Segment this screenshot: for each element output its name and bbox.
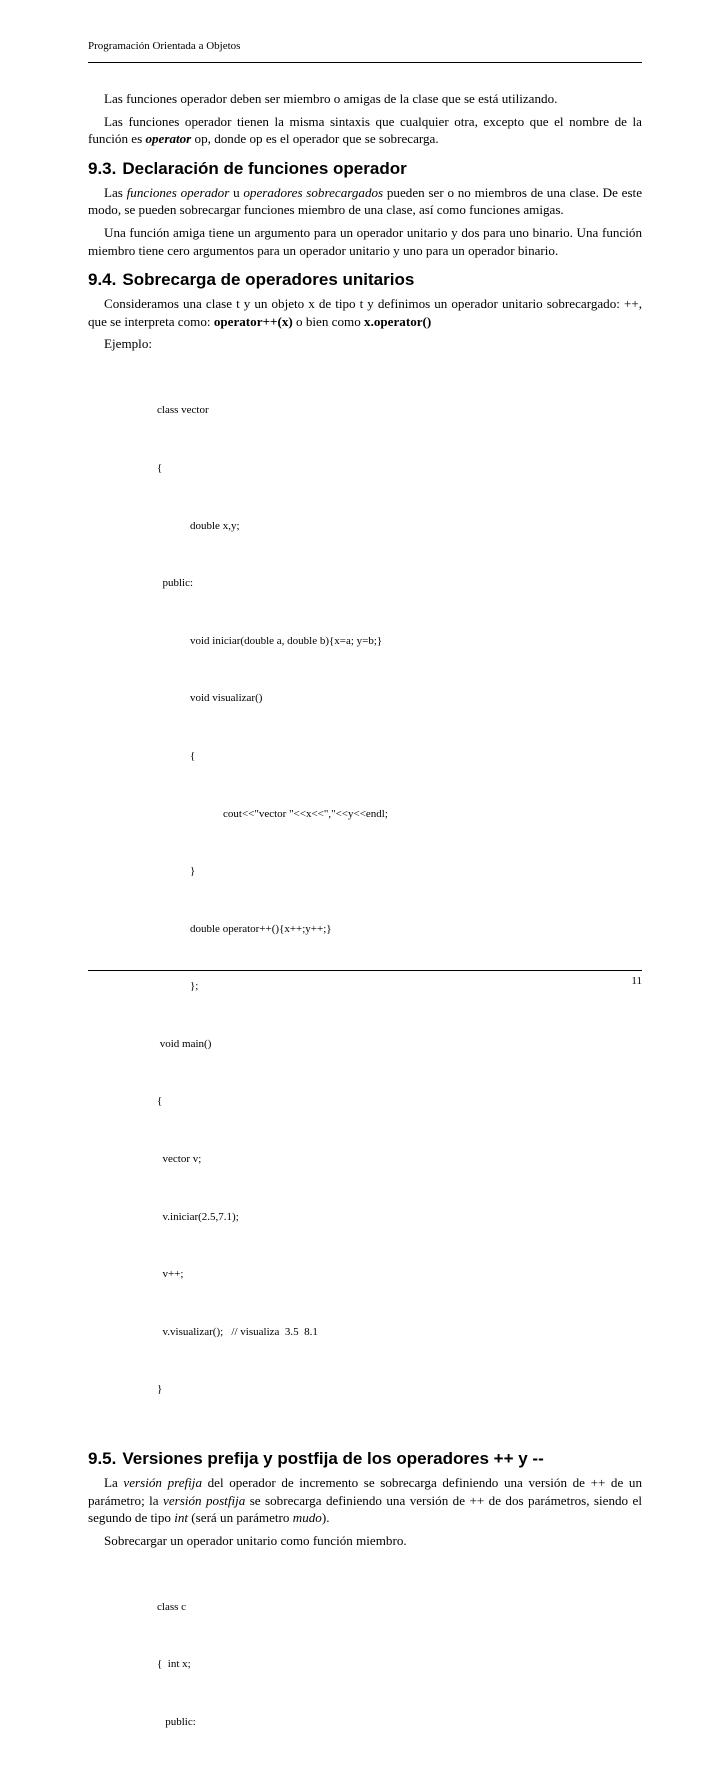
bold-term: x.operator() — [364, 313, 432, 329]
section-number: 9.3. — [88, 158, 117, 178]
code-line: void iniciar(double a, double b){x=a; y=b;} — [157, 634, 383, 647]
code-line: void visualizar() — [157, 692, 263, 705]
section-number: 9.5. — [88, 1449, 117, 1469]
section-title: Declaración de funciones operador — [122, 158, 407, 178]
intro-p2-text-a: Las funciones operador tienen la misma sintaxis que cualquier otra, excepto que el nombre de la función es — [88, 113, 642, 147]
code-line: } — [157, 1383, 163, 1396]
running-header: Programación Orientada a Objetos — [88, 40, 241, 52]
italic-term: versión postfija — [163, 1492, 246, 1508]
code-line: { — [157, 1095, 163, 1108]
code-line: }; — [157, 980, 199, 993]
text-fragment: del operador de incremento se sobrecarga definiendo una versión de ++ de un parámetro; la — [88, 1475, 642, 1508]
code-block-c — [157, 1559, 642, 1770]
section-title: Versiones prefija y postfija de los operadores ++ y -- — [122, 1449, 544, 1469]
text-fragment: o bien como — [292, 313, 365, 329]
code-line: double x,y; — [157, 519, 240, 532]
sec93-paragraph-2: Una función amiga tiene un argumento para un operador unitario y dos para uno binario. Una función miembro tiene cero argumentos para un operador unitario y uno para un operador binario. — [88, 224, 642, 258]
sec95-paragraph-2: Sobrecargar un operador unitario como función miembro. — [104, 1532, 407, 1548]
bold-term: operator++(x) — [213, 313, 293, 329]
code-line: class c — [157, 1600, 187, 1613]
code-line: v++; — [157, 1268, 184, 1281]
code-line: cout<<"vector "<<x<<","<<y<<endl; — [157, 807, 388, 820]
code-line: class vector — [157, 404, 209, 417]
text-fragment: u — [229, 184, 244, 200]
intro-paragraph-1: Las funciones operador deben ser miembro o amigas de la clase que se está utilizando. — [104, 91, 558, 106]
text-fragment: ). — [321, 1510, 330, 1526]
code-line: { — [157, 461, 163, 474]
code-line: vector v; — [157, 1153, 202, 1166]
text-fragment: pueden ser o no miembros de una clase. De este modo, se pueden sobrecargar funciones miembro de una clase, así como funciones amigas. — [88, 184, 643, 218]
italic-term: operadores sobrecargados — [243, 184, 384, 200]
sec94-paragraph-2: Ejemplo: — [104, 336, 153, 352]
intro-p2-keyword: operator — [145, 131, 192, 147]
section-title: Sobrecarga de operadores unitarios — [122, 270, 415, 290]
section-number: 9.4. — [88, 270, 117, 290]
section-9-4-heading — [88, 269, 642, 291]
code-line: public: — [157, 577, 194, 590]
page-body — [88, 90, 642, 1781]
code-line: v.visualizar(); // visualiza 3.5 8.1 — [157, 1325, 318, 1338]
sec94-paragraph-1 — [88, 295, 642, 330]
italic-term: int — [174, 1510, 189, 1526]
code-line: double operator++(){x++;y++;} — [157, 922, 332, 935]
header-rule — [88, 62, 642, 63]
footer-rule — [88, 970, 642, 971]
code-line: v.iniciar(2.5,7.1); — [157, 1210, 239, 1223]
code-line: public: — [157, 1716, 196, 1728]
intro-paragraph-2 — [88, 113, 642, 148]
code-line: { — [157, 749, 196, 762]
text-fragment: La — [104, 1475, 124, 1491]
code-line: } — [157, 865, 196, 878]
section-9-5-heading — [88, 1448, 642, 1470]
section-9-3-heading — [88, 158, 642, 180]
italic-term: mudo — [292, 1510, 322, 1526]
text-fragment: se sobrecarga definiendo una versión de ++ de dos parámetros, siendo el segundo de tipo — [88, 1492, 642, 1526]
code-line: { int x; — [157, 1658, 191, 1671]
italic-term: funciones operador — [126, 184, 230, 200]
text-fragment: (será un parámetro — [188, 1510, 293, 1526]
intro-p2-text-c: op, donde op es el operador que se sobrecarga. — [191, 131, 439, 147]
code-line: void main() — [157, 1037, 212, 1050]
code-block-vector — [157, 363, 642, 1438]
page-number: 11 — [631, 975, 642, 987]
sec93-paragraph-1 — [88, 184, 642, 219]
sec95-paragraph-1 — [88, 1474, 642, 1527]
italic-term: versión prefija — [123, 1475, 202, 1491]
text-fragment: Las — [104, 184, 127, 200]
text-fragment: Consideramos una clase t y un objeto x de tipo t y definimos un operador unitario sobrecargado: ++, que se interpreta como: — [88, 296, 642, 329]
